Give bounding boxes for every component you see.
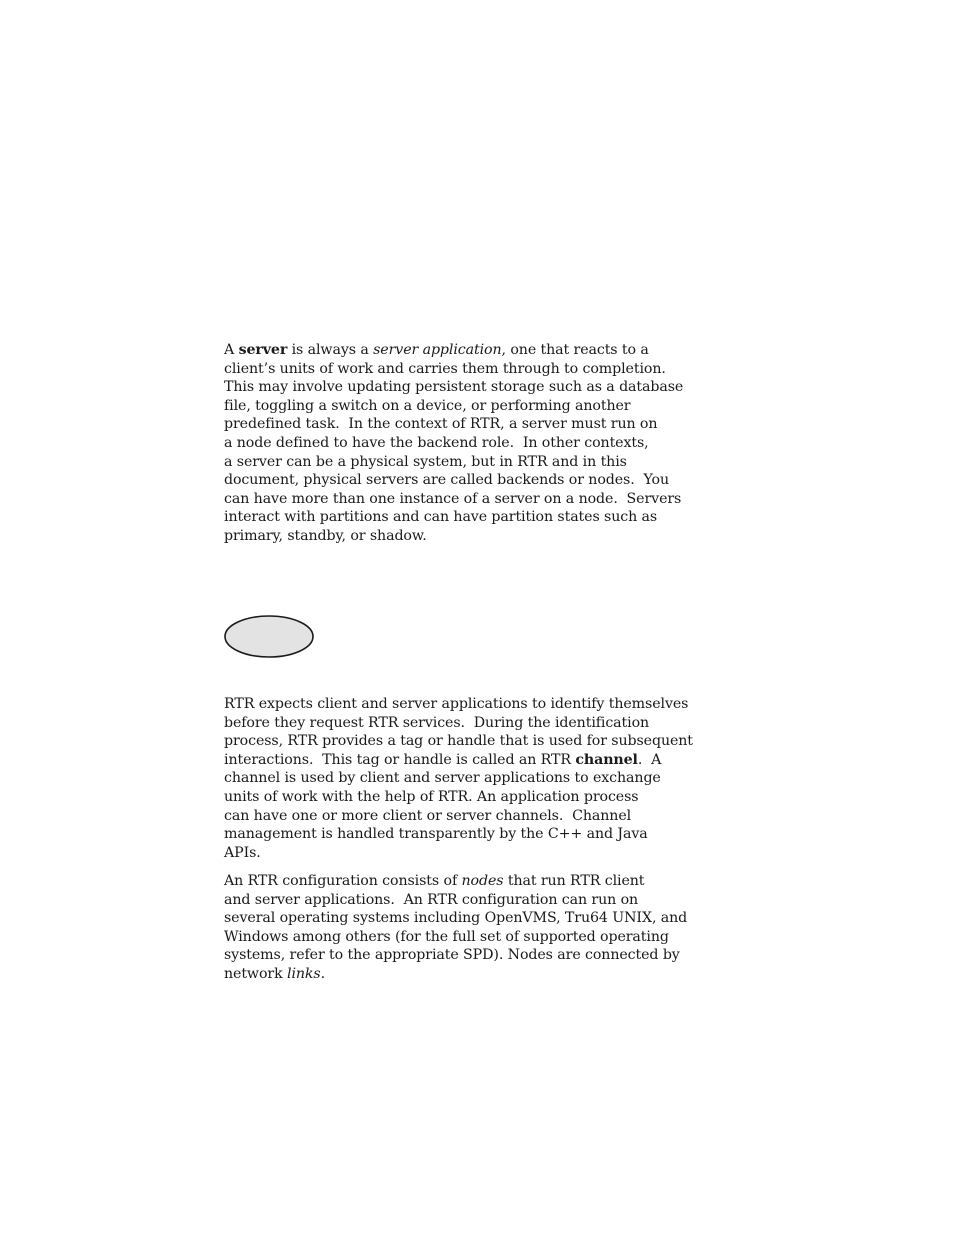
text-line: before they request RTR services. During the identification [224, 714, 650, 731]
text-line: systems, refer to the appropriate SPD). Nodes are connected by [224, 947, 680, 964]
italic-term: server application [373, 342, 502, 358]
text-line: and server applications. An RTR configuration can run on [224, 891, 639, 908]
text-line: management is handled transparently by the C++ and Java [224, 826, 648, 843]
text-line: can have more than one instance of a server on a node. Servers [224, 490, 682, 507]
figure-placeholder-icon [224, 615, 314, 658]
italic-term: nodes [461, 873, 504, 889]
text-line: interact with partitions and can have partition states such as [224, 509, 658, 526]
text-line: This may involve updating persistent storage such as a database [224, 379, 684, 396]
text-line: APIs. [224, 844, 261, 861]
italic-term: links [287, 965, 321, 982]
channel-definition-paragraph [224, 695, 714, 862]
text-line: Windows among others (for the full set of supported operating [224, 928, 669, 945]
text-line: primary, standby, or shadow. [224, 527, 427, 544]
text-line: units of work with the help of RTR. An application process [224, 788, 639, 805]
text-line: can have one or more client or server channels. Channel [224, 807, 632, 824]
text-line: An RTR configuration consists of nodes that run RTR client [224, 873, 645, 889]
text-line: client’s units of work and carries them through to completion. [224, 360, 666, 377]
bold-term: server [238, 342, 288, 358]
configuration-paragraph [224, 872, 714, 984]
text-line: a server can be a physical system, but in RTR and in this [224, 453, 627, 470]
text-line: A server is always a server application, one that reacts to a [224, 342, 649, 358]
text-line: network links. [224, 965, 326, 982]
text-line: a node defined to have the backend role. In other contexts, [224, 434, 649, 451]
bold-term: channel [575, 751, 638, 768]
text-line: several operating systems including OpenVMS, Tru64 UNIX, and [224, 910, 688, 927]
text-line: process, RTR provides a tag or handle that is used for subsequent [224, 733, 693, 750]
server-definition-paragraph [224, 341, 714, 546]
text-line: interactions. This tag or handle is called an RTR channel. A [224, 751, 662, 768]
text-line: predefined task. In the context of RTR, a server must run on [224, 416, 658, 433]
text-line: file, toggling a switch on a device, or performing another [224, 397, 631, 414]
text-line: document, physical servers are called backends or nodes. You [224, 472, 669, 489]
text-line: channel is used by client and server applications to exchange [224, 770, 661, 787]
text-line: RTR expects client and server applications to identify themselves [224, 696, 689, 712]
